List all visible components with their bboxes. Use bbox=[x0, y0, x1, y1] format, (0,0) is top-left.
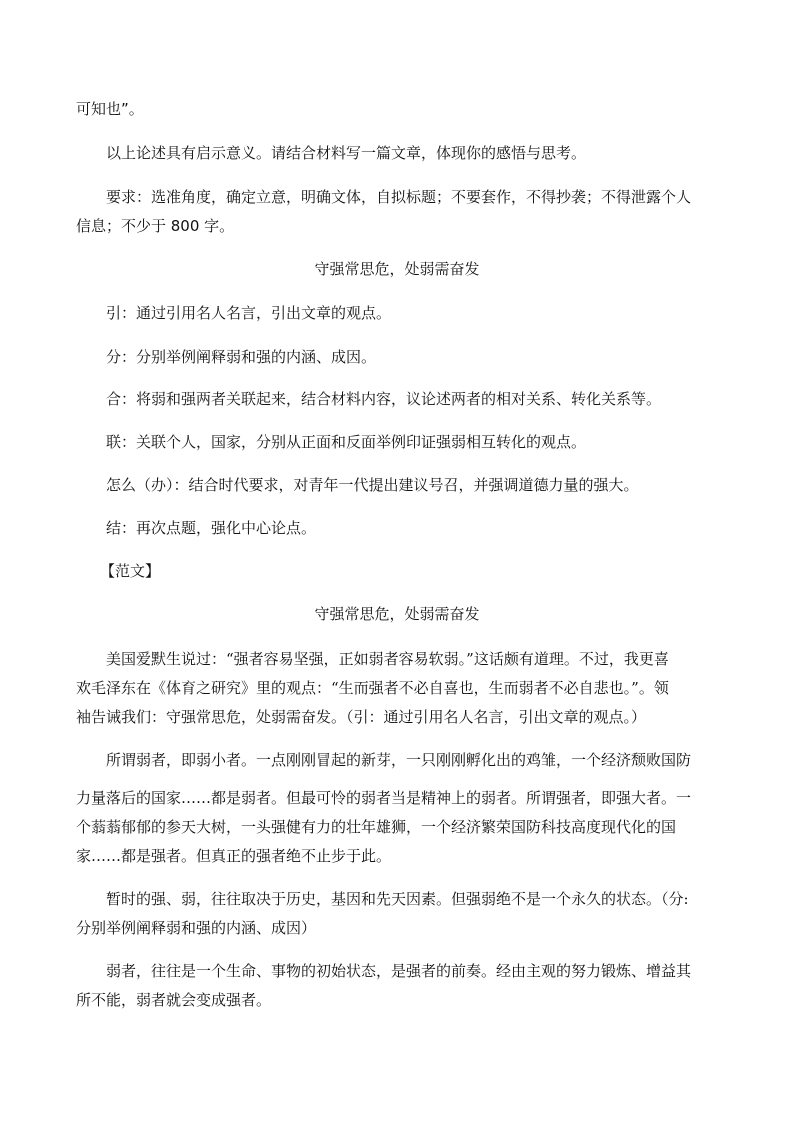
requirement-line-2: 信息；不少于 800 字。 bbox=[76, 217, 235, 235]
model-essay-label: 【范文】 bbox=[100, 562, 161, 580]
outline-item-zenme: 怎么（办）：结合时代要求，对青年一代提出建议号召，并强调道德力量的强大。 bbox=[106, 476, 639, 494]
intro-line-1: 以上论述具有启示意义。请结合材料写一篇文章，体现你的感悟与思考。 bbox=[106, 144, 587, 162]
essay-p1-line-3: 袖告诫我们：守强常思危，处弱需奋发。（引：通过引用名人名言，引出文章的观点。） bbox=[76, 708, 647, 726]
intro-line-0: 可知也”。 bbox=[76, 100, 144, 118]
essay-title: 守强常思危，处弱需奋发 bbox=[314, 605, 480, 623]
outline-item-jie: 结：再次点题，强化中心论点。 bbox=[106, 519, 317, 537]
essay-p4-line-2: 所不能，弱者就会变成强者。 bbox=[76, 991, 272, 1009]
essay-p4-line-1: 弱者，往往是一个生命、事物的初始状态，是强者的前奏。经由主观的努力锻炼、增益其 bbox=[106, 962, 692, 980]
essay-p3-line-1: 暂时的强、弱，往往取决于历史，基因和先天因素。但强弱绝不是一个永久的状态。（分: bbox=[106, 890, 689, 908]
essay-p2-line-4: 家……都是强者。但真正的强者绝不止步于此。 bbox=[76, 847, 392, 865]
outline-item-yin: 引：通过引用名人名言，引出文章的观点。 bbox=[106, 304, 392, 322]
essay-p2-line-2: 力量落后的国家……都是弱者。但最可怜的弱者当是精神上的弱者。所谓强者，即强大者。一 bbox=[76, 789, 692, 807]
outline-title: 守强常思危，处弱需奋发 bbox=[314, 260, 480, 278]
requirement-line-1: 要求：选准角度，确定立意，明确文体，自拟标题；不要套作，不得抄袭；不得泄露个人 bbox=[106, 188, 692, 206]
essay-p1-line-2: 欢毛泽东在《体育之研究》里的观点：“生而强者不必自喜也，生而弱者不必自悲也。”。领 bbox=[76, 679, 669, 697]
outline-item-he: 合：将弱和强两者关联起来，结合材料内容，议论述两者的相对关系、转化关系等。 bbox=[106, 390, 662, 408]
essay-p1-line-1: 美国爱默生说过：“强者容易坚强，正如弱者容易软弱。”这话颇有道理。不过，我更喜 bbox=[106, 650, 669, 668]
essay-p2-line-3: 个蓊蓊郁郁的参天大树，一头强健有力的壮年雄狮，一个经济繁荣国防科技高度现代化的国 bbox=[76, 818, 677, 836]
outline-item-lian: 联：关联个人，国家，分别从正面和反面举例印证强弱相互转化的观点。 bbox=[106, 433, 587, 451]
essay-p3-line-2: 分别举例阐释弱和强的内涵、成因） bbox=[76, 919, 317, 937]
outline-item-fen: 分：分别举例阐释弱和强的内涵、成因。 bbox=[106, 348, 377, 366]
essay-p2-line-1: 所谓弱者，即弱小者。一点刚刚冒起的新芽，一只刚刚孵化出的鸡雏，一个经济颓败国防 bbox=[106, 751, 692, 769]
